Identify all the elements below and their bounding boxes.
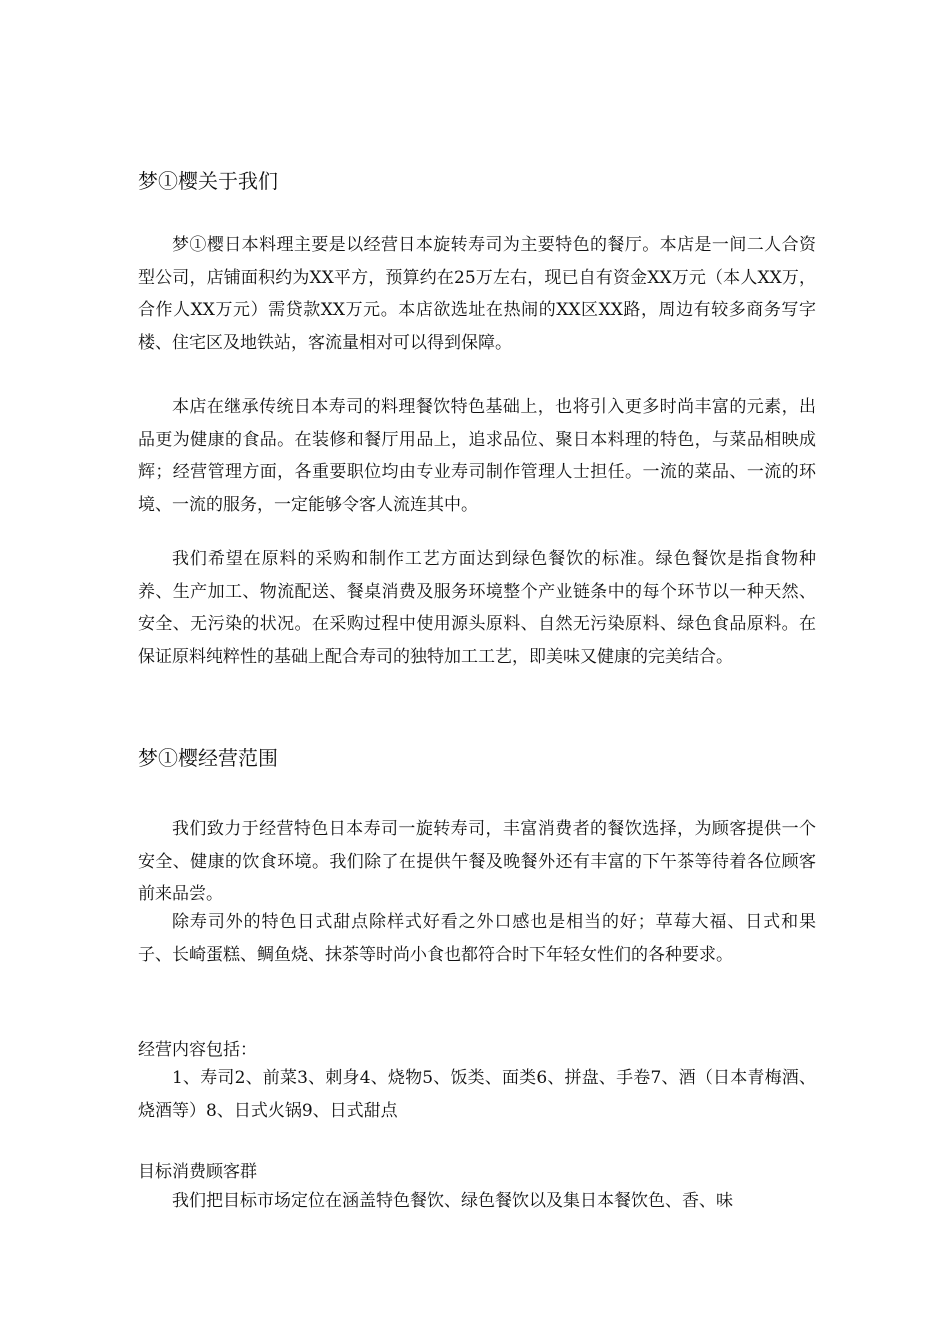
target-customers-text: 我们把目标市场定位在涵盖特色餐饮、绿色餐饮以及集日本餐饮色、香、味 [172,1191,733,1211]
business-content-label: 经营内容包括： [138,1040,257,1060]
section-heading-about: 梦①樱关于我们 [138,169,278,193]
business-content-list: 1、寿司2、前菜3、刺身4、烧物5、饭类、面类6、拼盘、手卷7、酒（日本青梅酒、烧酒等）8、日式火锅9、日式甜点 [138,1068,816,1121]
target-customers-label: 目标消费顾客群 [138,1162,257,1182]
paragraph-about-1: 梦①樱日本料理主要是以经营日本旋转寿司为主要特色的餐厅。本店是一间二人合资型公司，店铺面积约为XX平方，预算约在25万左右，现已自有资金XX万元（本人XX万，合作人XX万元）需贷款XX万元。本店欲选址在热闹的XX区XX路，周边有较多商务写字楼、住宅区及地铁站，客流量相对可以得到保障。 [138,235,816,353]
paragraph-scope-1: 我们致力于经营特色日本寿司一旋转寿司，丰富消费者的餐饮选择，为顾客提供一个安全、健康的饮食环境。我们除了在提供午餐及晚餐外还有丰富的下午茶等待着各位顾客前来品尝。 [138,819,816,904]
paragraph-about-2: 本店在继承传统日本寿司的料理餐饮特色基础上，也将引入更多时尚丰富的元素，出品更为健康的食品。在装修和餐厅用品上，追求品位、聚日本料理的特色，与菜品相映成辉；经营管理方面，各重要职位均由专业寿司制作管理人士担任。一流的菜品、一流的环境、一流的服务，一定能够令客人流连其中。 [138,397,816,515]
paragraph-scope-2: 除寿司外的特色日式甜点除样式好看之外口感也是相当的好；草莓大福、日式和果子、长崎蛋糕、鲷鱼烧、抹茶等时尚小食也都符合时下年轻女性们的各种要求。 [138,912,816,965]
section-heading-scope: 梦①樱经营范围 [138,746,278,770]
paragraph-about-3: 我们希望在原料的采购和制作工艺方面达到绿色餐饮的标准。绿色餐饮是指食物种养、生产加工、物流配送、餐桌消费及服务环境整个产业链条中的每个环节以一种天然、安全、无污染的状况。在采购过程中使用源头原料、自然无污染原料、绿色食品原料。在保证原料纯粹性的基础上配合寿司的独特加工工艺，即美味又健康的完美结合。 [138,549,816,667]
